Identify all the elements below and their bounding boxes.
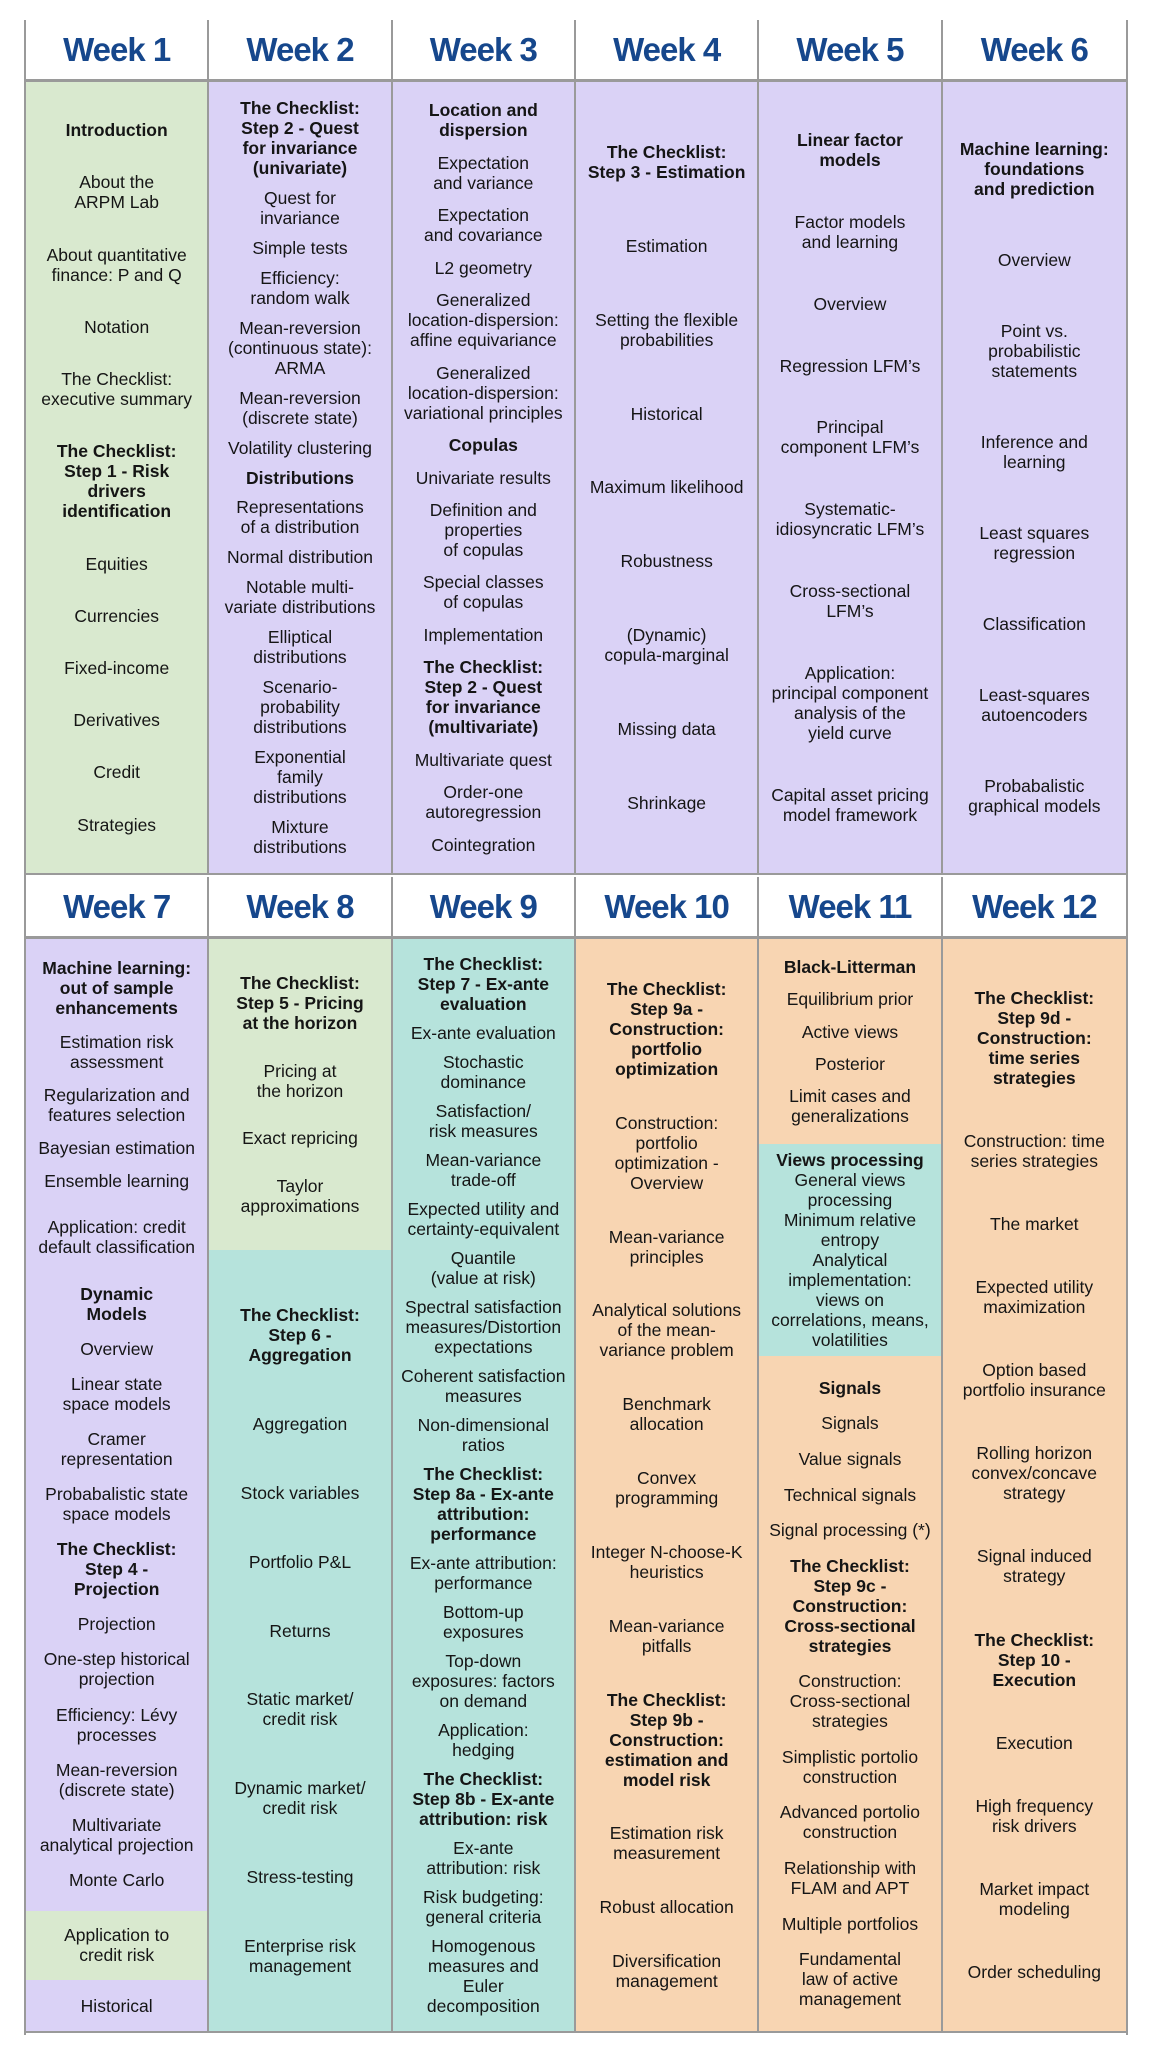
section-heading: Location and dispersion	[428, 100, 538, 141]
topic-item: Historical	[80, 1995, 153, 2016]
week-topics	[393, 939, 574, 2031]
topic-item: Top-down exposures: factors on demand	[411, 1651, 555, 1711]
topic-item: Historical	[630, 403, 703, 424]
topic-item: Cross-sectional LFM’s	[789, 581, 911, 622]
topic-item: Overview	[80, 1338, 154, 1359]
topic-item: Bottom-up exposures	[442, 1602, 524, 1642]
topic-item: Point vs. probabilistic statements	[988, 321, 1081, 381]
topic-section	[393, 939, 574, 2031]
topic-item: Projection	[77, 1614, 156, 1635]
topic-item: Homogenous measures and Euler decomposition	[426, 1936, 540, 2016]
week-header	[209, 20, 390, 82]
topic-item: Non-dimensional ratios	[417, 1415, 549, 1455]
topic-item: Scenario- probability distributions	[253, 677, 347, 738]
week-title: Week 4	[613, 30, 721, 68]
topic-item: Probabalistic graphical models	[968, 776, 1101, 816]
week-topics	[943, 82, 1126, 873]
week-title: Week 10	[604, 887, 729, 925]
week-title: Week 5	[796, 30, 904, 68]
topic-section	[209, 82, 390, 873]
topic-item: Inference and learning	[980, 432, 1088, 472]
topic-item: Order-one autoregression	[425, 782, 542, 823]
topic-item: Maximum likelihood	[589, 477, 744, 498]
topic-item: Analytical solutions of the mean- variance problem	[592, 1300, 742, 1361]
topic-item: Classification	[982, 614, 1086, 634]
topic-item: Overview	[813, 293, 887, 314]
topic-item: Multivariate quest	[414, 749, 552, 770]
topic-item: Signals	[821, 1413, 879, 1434]
topic-item: Limit cases and generalizations	[789, 1085, 911, 1126]
topic-item: Estimation risk assessment	[59, 1031, 174, 1072]
topic-item: Relationship with FLAM and APT	[783, 1858, 917, 1899]
week-title: Week 8	[246, 887, 354, 925]
section-heading: The Checklist: Step 2 - Quest for invariance (univariate)	[240, 97, 360, 178]
topic-item: Generalized location-dispersion: affine equivariance	[407, 290, 559, 351]
topic-section	[26, 1980, 207, 2031]
week-column	[576, 20, 759, 873]
topic-item: Fundamental law of active management	[798, 1949, 902, 2010]
section-heading: Distributions	[246, 467, 354, 488]
topic-item: High frequency risk drivers	[975, 1795, 1094, 1836]
topic-item: Capital asset pricing model framework	[771, 785, 929, 826]
week-title: Week 2	[246, 30, 354, 68]
topic-item: Static market/ credit risk	[246, 1689, 354, 1730]
topic-item: Definition and properties of copulas	[429, 499, 537, 560]
topic-item: Dynamic market/ credit risk	[234, 1778, 366, 1819]
topic-section	[209, 939, 390, 1250]
topic-item: Benchmark allocation	[622, 1394, 711, 1435]
topic-item: (Dynamic) copula-marginal	[604, 625, 729, 666]
topic-section	[759, 939, 940, 1144]
section-heading: The Checklist: Step 3 - Estimation	[587, 141, 746, 182]
week-header	[26, 20, 207, 82]
topic-item: Rolling horizon convex/concave strategy	[971, 1443, 1098, 1504]
topic-item: One-step historical projection	[43, 1649, 190, 1690]
section-heading: The Checklist: Step 5 - Pricing at the horizon	[236, 972, 364, 1033]
topic-item: Analytical implementation: views on correlations, means, volatilities	[771, 1250, 929, 1351]
topic-item: Ex-ante evaluation	[410, 1023, 556, 1043]
section-heading: Dynamic Models	[80, 1283, 154, 1324]
topic-item: Active views	[801, 1021, 899, 1042]
topic-section	[943, 82, 1126, 873]
topic-item: About the ARPM Lab	[74, 172, 159, 213]
topic-item: Aggregation	[252, 1413, 348, 1434]
topic-item: Value signals	[798, 1448, 902, 1469]
week-column	[759, 877, 942, 2031]
topic-section	[26, 1911, 207, 1980]
section-heading: Black-Litterman	[783, 957, 917, 978]
section-heading: Introduction	[65, 120, 168, 141]
week-header	[393, 20, 574, 82]
week-header	[943, 877, 1126, 939]
topic-item: Expectation and variance	[433, 152, 534, 193]
topic-item: Robustness	[620, 551, 713, 572]
topic-item: Application to credit risk	[64, 1925, 170, 1966]
week-header	[759, 877, 940, 939]
topic-item: Taylor approximations	[240, 1176, 360, 1217]
topic-item: Credit	[93, 762, 140, 783]
topic-item: Estimation risk measurement	[609, 1823, 724, 1864]
topic-item: Construction: portfolio optimization - Overview	[614, 1112, 719, 1193]
topic-item: Portfolio P&L	[248, 1551, 352, 1572]
week-title: Week 11	[788, 887, 912, 925]
topic-item: Generalized location-dispersion: variational principles	[404, 362, 563, 423]
topic-item: Special classes of copulas	[423, 572, 544, 613]
topic-item: Satisfaction/ risk measures	[428, 1101, 538, 1141]
week-title: Week 7	[63, 887, 171, 925]
topic-item: Stochastic dominance	[440, 1052, 527, 1092]
topic-item: Elliptical distributions	[253, 627, 347, 668]
topic-item: Advanced portolio construction	[779, 1802, 921, 1843]
topic-item: Mean-variance trade-off	[425, 1150, 542, 1190]
topic-item: Spectral satisfaction measures/Distortion expectations	[405, 1297, 562, 1357]
week-column	[576, 877, 759, 2031]
section-heading: The Checklist: Step 1 - Risk drivers identification	[56, 441, 177, 522]
topic-item: Stock variables	[240, 1482, 360, 1503]
topic-section	[759, 1144, 940, 1356]
section-heading: The Checklist: Step 9c - Construction: Cross-sectional strategies	[784, 1555, 916, 1656]
topic-item: The market	[990, 1214, 1079, 1235]
topic-item: Mixture distributions	[253, 817, 347, 858]
topic-item: Volatility clustering	[228, 437, 372, 458]
week-title: Week 9	[429, 887, 537, 925]
section-heading: The Checklist: Step 10 - Execution	[974, 1629, 1095, 1690]
topic-item: Quest for invariance	[260, 187, 340, 228]
topic-item: Implementation	[423, 624, 544, 645]
topic-section	[26, 1263, 207, 1911]
topic-item: Ensemble learning	[44, 1171, 190, 1192]
section-heading: Machine learning: foundations and prediction	[959, 139, 1109, 199]
topic-item: Expectation and covariance	[423, 205, 543, 246]
section-heading: Signals	[818, 1377, 882, 1398]
topic-item: About quantitative finance: P and Q	[46, 244, 187, 285]
topic-item: Order scheduling	[967, 1961, 1101, 1982]
topic-item: Signal processing (*)	[769, 1520, 931, 1541]
topic-item: Probabalistic state space models	[45, 1484, 189, 1525]
topic-item: Bayesian estimation	[38, 1138, 195, 1159]
topic-item: Construction: Cross-sectional strategies	[789, 1671, 911, 1732]
topic-item: Execution	[995, 1732, 1073, 1753]
week-title: Week 12	[972, 887, 1097, 925]
week-title: Week 6	[980, 30, 1088, 68]
week-column	[26, 20, 209, 873]
section-heading: Views processing	[776, 1150, 924, 1171]
topic-item: Representations of a distribution	[236, 497, 364, 538]
section-heading: The Checklist: Step 6 - Aggregation	[240, 1304, 360, 1365]
week-topics	[576, 939, 757, 2031]
topic-item: Risk budgeting: general criteria	[423, 1887, 544, 1927]
week-title: Week 3	[429, 30, 537, 68]
topic-item: Derivatives	[73, 710, 160, 731]
topic-item: Cramer representation	[60, 1429, 173, 1470]
topic-item: Systematic- idiosyncratic LFM’s	[775, 499, 925, 540]
topic-item: Application: hedging	[438, 1720, 529, 1760]
topic-item: Technical signals	[783, 1484, 917, 1505]
topic-section	[209, 1250, 390, 2031]
topic-item: Exact repricing	[242, 1128, 358, 1149]
week-header	[576, 877, 757, 939]
week-column	[393, 877, 576, 2031]
topic-section	[393, 82, 574, 873]
topic-section	[759, 82, 940, 873]
topic-item: Univariate results	[415, 467, 551, 488]
week-topics	[759, 939, 940, 2031]
topic-item: Multivariate analytical projection	[39, 1814, 194, 1855]
topic-item: Estimation	[625, 235, 708, 256]
section-heading: Machine learning: out of sample enhancements	[42, 958, 192, 1019]
topic-item: Efficiency: Lévy processes	[56, 1704, 178, 1745]
topic-item: Market impact modeling	[979, 1878, 1090, 1919]
section-heading: The Checklist: Step 9b - Construction: estimation and model risk	[604, 1689, 729, 1790]
topic-section	[576, 939, 757, 2031]
week-topics	[26, 82, 207, 873]
week-topics	[393, 82, 574, 873]
topic-item: Application: principal component analysis of the yield curve	[771, 663, 929, 744]
week-title: Week 1	[63, 30, 171, 68]
topic-item: Coherent satisfaction measures	[401, 1366, 566, 1406]
topic-item: Currencies	[74, 605, 159, 626]
topic-item: Posterior	[814, 1053, 885, 1074]
weeks-7-12-row	[26, 877, 1126, 2033]
topic-item: Enterprise risk management	[244, 1936, 356, 1977]
section-heading: The Checklist: Step 9d - Construction: time series strategies	[974, 988, 1095, 1089]
section-heading: The Checklist: Step 2 - Quest for invariance (multivariate)	[423, 657, 544, 738]
week-header	[576, 20, 757, 82]
week-column	[209, 20, 392, 873]
topic-item: Robust allocation	[599, 1897, 734, 1918]
topic-item: Ex-ante attribution: performance	[409, 1553, 557, 1593]
topic-section	[576, 82, 757, 873]
topic-item: The Checklist: executive summary	[41, 369, 193, 410]
topic-section	[943, 939, 1126, 2031]
week-topics	[209, 939, 390, 2031]
week-column	[943, 877, 1126, 2031]
week-header	[759, 20, 940, 82]
week-topics	[209, 82, 390, 873]
topic-item: Simplistic portolio construction	[781, 1746, 919, 1787]
topic-item: Setting the flexible probabilities	[595, 309, 739, 350]
topic-item: Returns	[269, 1620, 331, 1641]
week-column	[209, 877, 392, 2031]
topic-item: Factor models and learning	[794, 211, 906, 252]
topic-item: General views processing	[794, 1170, 906, 1211]
week-header	[26, 877, 207, 939]
topic-section	[26, 82, 207, 873]
topic-item: Expected utility maximization	[975, 1277, 1094, 1318]
topic-item: Construction: time series strategies	[963, 1131, 1105, 1172]
topic-item: Equilibrium prior	[786, 989, 914, 1010]
section-heading: The Checklist: Step 8a - Ex-ante attribution: performance	[412, 1464, 554, 1544]
topic-item: Signal induced strategy	[976, 1546, 1092, 1587]
topic-item: Pricing at the horizon	[256, 1060, 344, 1101]
topic-section	[26, 1211, 207, 1263]
topic-item: Exponential family distributions	[253, 747, 347, 808]
section-heading: The Checklist: Step 8b - Ex-ante attribution: risk	[412, 1769, 555, 1829]
topic-item: Mean-variance principles	[608, 1226, 725, 1267]
topic-item: Missing data	[617, 719, 716, 740]
topic-item: Mean-reversion (discrete state)	[239, 387, 361, 428]
topic-item: Quantile (value at risk)	[430, 1248, 536, 1288]
topic-item: Application: credit default classification	[38, 1216, 195, 1257]
topic-item: Stress-testing	[246, 1867, 354, 1888]
topic-item: Shrinkage	[627, 793, 707, 814]
topic-item: Cointegration	[431, 834, 536, 855]
topic-item: Ex-ante attribution: risk	[426, 1838, 541, 1878]
week-column	[393, 20, 576, 873]
topic-item: Overview	[997, 250, 1071, 270]
topic-item: Diversification management	[612, 1951, 722, 1992]
topic-item: Strategies	[77, 814, 157, 835]
topic-item: Mean-variance pitfalls	[608, 1615, 725, 1656]
topic-item: Regularization and features selection	[43, 1084, 190, 1125]
topic-item: Integer N-choose-K heuristics	[590, 1541, 743, 1582]
topic-item: L2 geometry	[434, 257, 532, 278]
topic-item: Least-squares autoencoders	[978, 685, 1090, 725]
week-header	[943, 20, 1126, 82]
week-column	[943, 20, 1126, 873]
topic-item: Multiple portfolios	[781, 1913, 919, 1934]
section-heading: Linear factor models	[796, 129, 903, 170]
topic-item: Notable multi- variate distributions	[224, 577, 376, 618]
topic-item: Efficiency: random walk	[250, 267, 350, 308]
topic-item: Fixed-income	[64, 657, 170, 678]
topic-item: Least squares regression	[979, 523, 1090, 563]
topic-item: Option based portfolio insurance	[962, 1360, 1106, 1401]
week-header	[209, 877, 390, 939]
topic-item: Regression LFM’s	[779, 355, 921, 376]
topic-item: Linear state space models	[62, 1373, 171, 1414]
topic-item: Monte Carlo	[69, 1869, 165, 1890]
topic-item: Convex programming	[615, 1468, 719, 1509]
topic-item: Minimum relative entropy	[783, 1210, 917, 1251]
topic-item: Simple tests	[252, 237, 348, 258]
section-heading: The Checklist: Step 4 - Projection	[56, 1539, 177, 1600]
topic-item: Notation	[84, 316, 150, 337]
syllabus-board	[24, 20, 1128, 2035]
topic-item: Mean-reversion (discrete state)	[55, 1759, 178, 1800]
topic-section	[759, 1356, 940, 2031]
topic-section	[26, 939, 207, 1211]
topic-item: Principal component LFM’s	[780, 417, 920, 458]
topic-item: Equities	[85, 553, 148, 574]
section-heading: Copulas	[448, 435, 518, 456]
section-heading: The Checklist: Step 9a - Construction: portfolio optimization	[606, 978, 727, 1079]
week-topics	[943, 939, 1126, 2031]
topic-item: Normal distribution	[227, 547, 373, 568]
week-column	[759, 20, 942, 873]
week-header	[393, 877, 574, 939]
week-topics	[26, 939, 207, 2031]
topic-item: Expected utility and certainty-equivalent	[407, 1199, 560, 1239]
section-heading: The Checklist: Step 7 - Ex-ante evaluation	[417, 954, 549, 1014]
week-topics	[759, 82, 940, 873]
week-topics	[576, 82, 757, 873]
topic-item: Mean-reversion (continuous state): ARMA	[228, 317, 372, 378]
week-column	[26, 877, 209, 2031]
weeks-1-6-row	[26, 20, 1126, 875]
